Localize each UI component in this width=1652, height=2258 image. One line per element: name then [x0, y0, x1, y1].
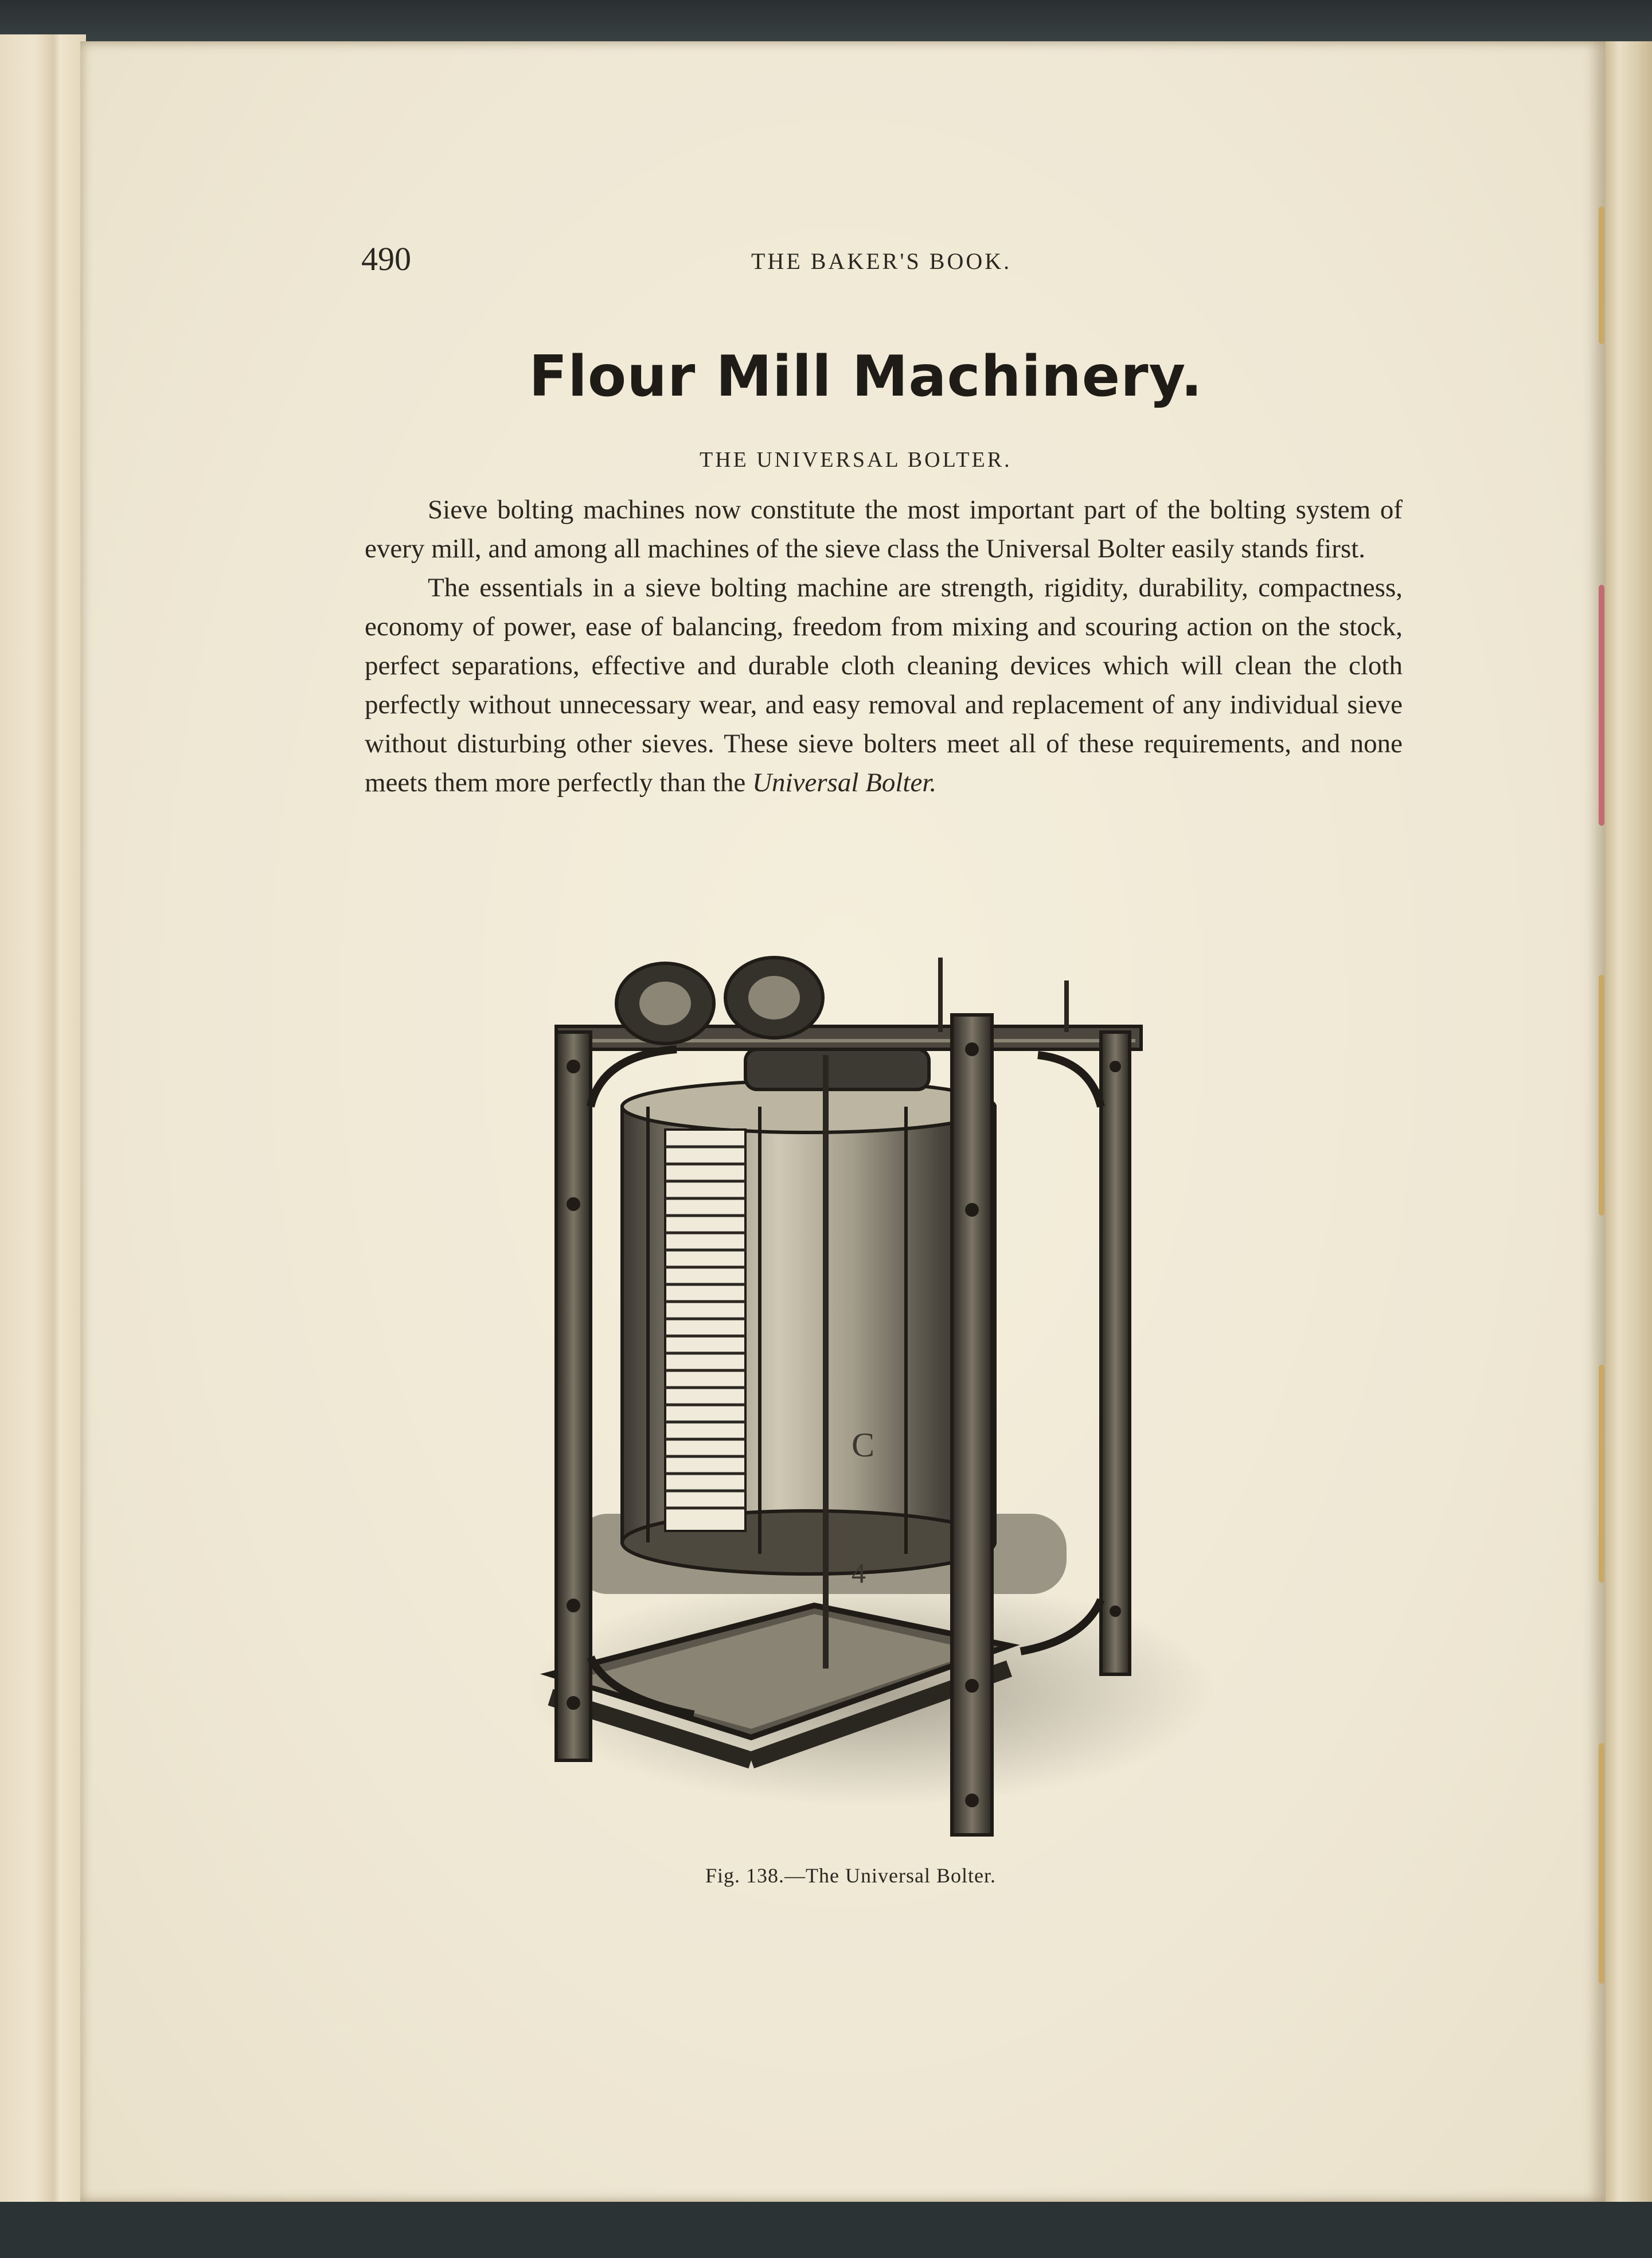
binding-stitch — [1599, 1743, 1604, 1984]
universal-bolter-figure — [505, 935, 1239, 1864]
page-stack-right-edge — [1606, 41, 1652, 2202]
body-text — [365, 490, 1403, 802]
running-head — [361, 240, 1399, 280]
binding-stitch — [1599, 585, 1604, 826]
book-cover-bottom — [0, 2202, 1652, 2258]
binding-stitch — [1599, 206, 1604, 344]
book-cover-top — [0, 0, 1652, 46]
figure-caption: Fig. 138.—The Universal Bolter. — [705, 1864, 996, 1887]
paragraph-text: The essentials in a sieve bolting machine are strength, rigidity, durability, compactness, economy of power, ease of balancing, freedom from mixing and scouring action on the stock, perfect separations, effective and durable cloth cleaning devices which will clean the cloth perfectly without unnecessary wear, and easy removal and replacement of any individual sieve without disturbing other sieves. These sieve bolters meet all of these requirements, and none meets them more perfectly than the — [365, 573, 1403, 798]
cylinder-mark-c: C — [852, 1426, 875, 1464]
binding-stitch — [1599, 1365, 1604, 1583]
emphasized-text: Universal Bolter. — [752, 768, 937, 798]
section-heading: Flour Mill Machinery. — [529, 344, 1203, 409]
paragraph — [365, 568, 1403, 802]
page-number: 490 — [361, 240, 411, 278]
cylinder-mark-4: 4 — [852, 1557, 866, 1589]
binding-stitch — [1599, 975, 1604, 1216]
paragraph-text: Sieve bolting machines now constitute the most important part of the bolting system of every mill, and among all machines of the sieve class the Universal Bolter easily stands first. — [365, 495, 1403, 564]
page-stack-left-edge — [0, 34, 86, 2208]
book-title-header: THE BAKER'S BOOK. — [751, 248, 1012, 274]
paragraph — [365, 490, 1403, 568]
universal-bolter-illustration-icon — [505, 935, 1239, 1864]
section-subheading: THE UNIVERSAL BOLTER. — [700, 448, 1012, 472]
